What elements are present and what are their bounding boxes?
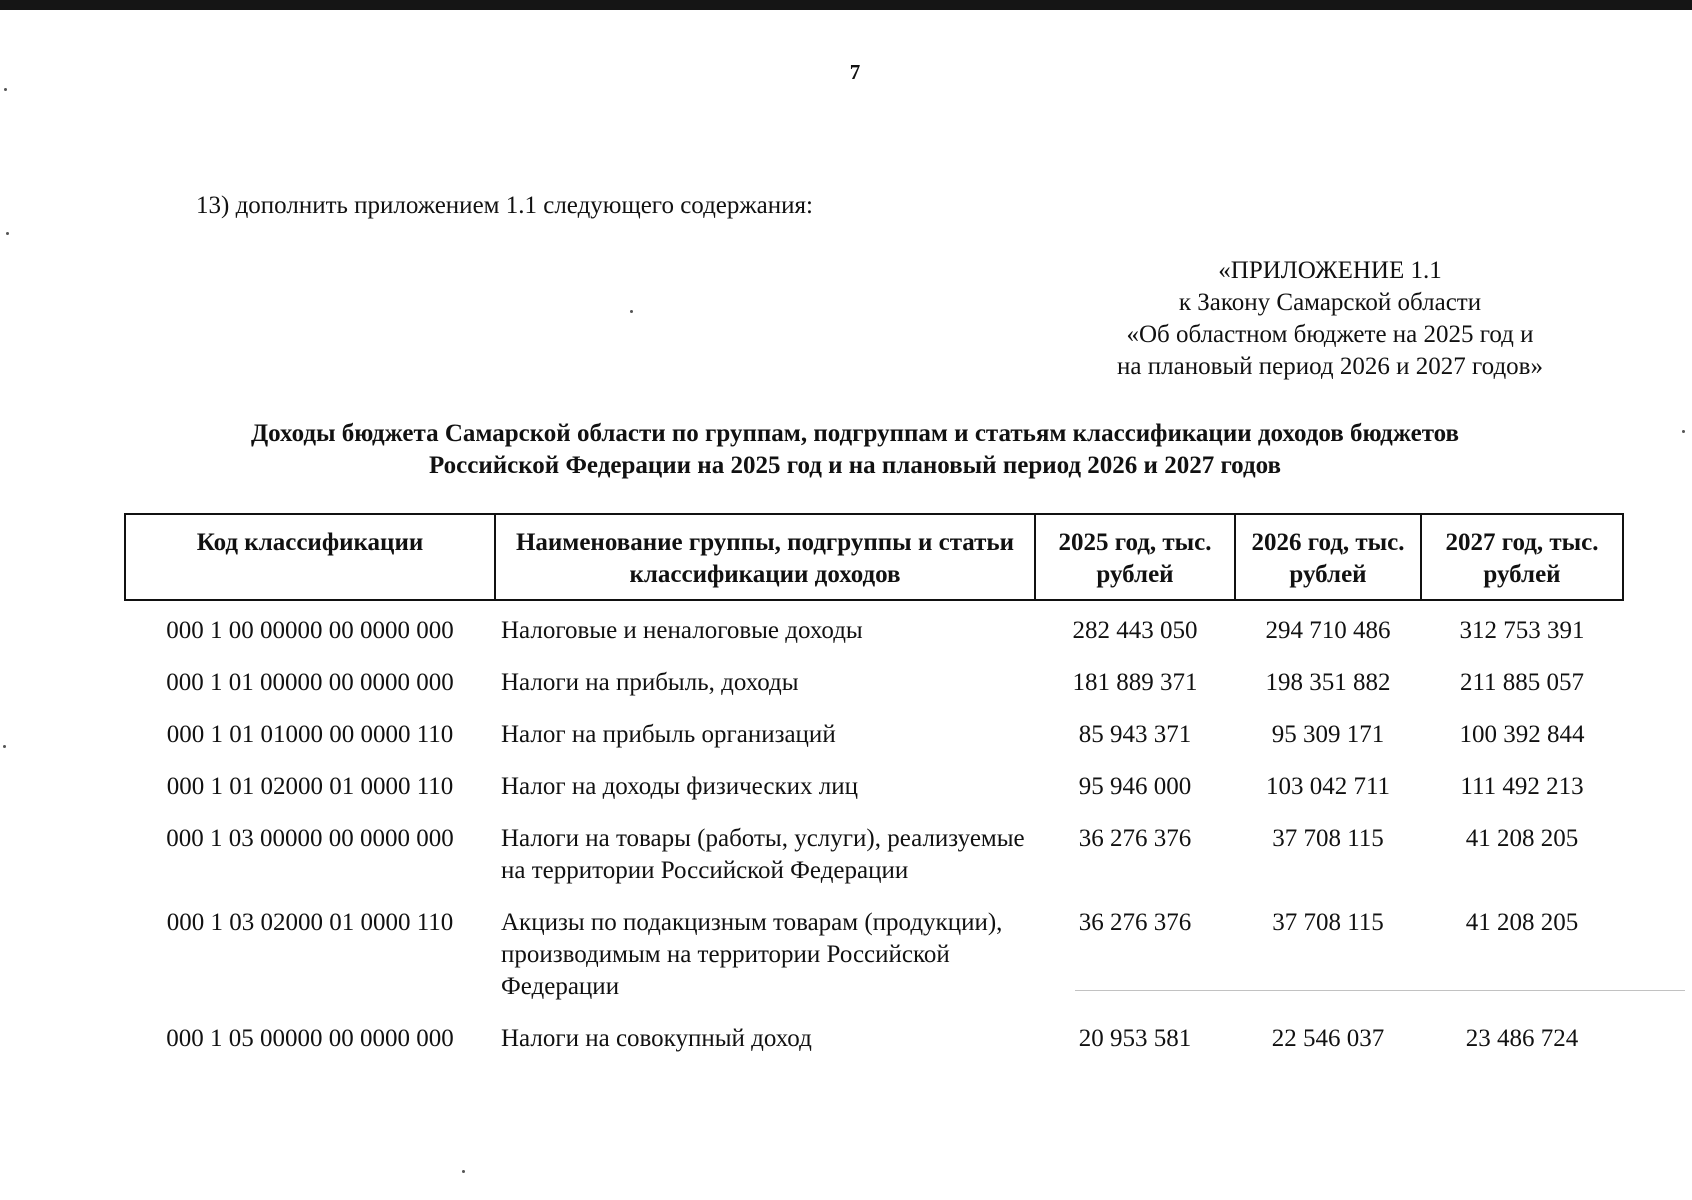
- header-code: Код классификации: [125, 514, 495, 600]
- header-name: Наименование группы, подгруппы и статьи классификации доходов: [495, 514, 1035, 600]
- cell-name: Налоги на прибыль, доходы: [501, 669, 799, 696]
- cell-2025: 36 276 376: [1078, 909, 1192, 936]
- appendix-header-line: к Закону Самарской области: [1178, 289, 1482, 316]
- scan-artifact-speck: [6, 232, 9, 235]
- cell-code: 000 1 03 00000 00 0000 000: [166, 825, 454, 852]
- cell-code: 000 1 03 02000 01 0000 110: [166, 909, 454, 936]
- document-title-line: Российской Федерации на 2025 год и на плановый период 2026 и 2027 годов: [428, 452, 1281, 479]
- cell-2027: 111 492 213: [1460, 773, 1584, 800]
- cell-2027: 312 753 391: [1459, 617, 1585, 644]
- scan-artifact-speck: [462, 1170, 465, 1173]
- table-row: [125, 600, 1623, 656]
- cell-2026: 37 708 115: [1272, 825, 1384, 852]
- appendix-header-line: на плановый период 2026 и 2027 годов»: [1117, 353, 1543, 380]
- cell-2027: 100 392 844: [1459, 721, 1585, 748]
- cell-2026: 103 042 711: [1265, 773, 1391, 800]
- cell-code: 000 1 01 02000 01 0000 110: [166, 773, 454, 800]
- scan-artifact-speck: [630, 310, 633, 313]
- cell-2026: 37 708 115: [1272, 909, 1384, 936]
- table-row: [125, 760, 1623, 812]
- cell-code: 000 1 01 01000 00 0000 110: [166, 721, 454, 748]
- cell-2025: 95 946 000: [1078, 773, 1192, 800]
- cell-name: Налоги на совокупный доход: [501, 1025, 812, 1052]
- header-2027: 2027 год, тыс. рублей: [1421, 514, 1623, 600]
- table-row: [125, 812, 1623, 896]
- document-title-line: Доходы бюджета Самарской области по группам, подгруппам и статьям классификации доходов бюджетов: [250, 420, 1460, 447]
- header-2025: 2025 год, тыс. рублей: [1035, 514, 1235, 600]
- document-title: [120, 418, 1590, 482]
- income-table-header: [125, 514, 1623, 600]
- appendix-header-line: «Об областном бюджете на 2025 год и: [1126, 321, 1534, 348]
- cell-2025: 85 943 371: [1078, 721, 1192, 748]
- cell-code: 000 1 05 00000 00 0000 000: [166, 1025, 454, 1052]
- appendix-header: [1070, 255, 1590, 383]
- cell-2026: 294 710 486: [1265, 617, 1391, 644]
- cell-name: Налоги на товары (работы, услуги), реализуемые на территории Российской Федерации: [501, 825, 1025, 884]
- cell-2027: 211 885 057: [1459, 669, 1585, 696]
- cell-name: Налоговые и неналоговые доходы: [501, 617, 863, 644]
- cell-2027: 23 486 724: [1465, 1025, 1579, 1052]
- scan-artifact-speck: [3, 745, 6, 748]
- cell-2025: 282 443 050: [1072, 617, 1198, 644]
- income-table-body: [125, 600, 1623, 1064]
- cell-2027: 41 208 205: [1465, 825, 1579, 852]
- table-row: [125, 656, 1623, 708]
- cell-2026: 22 546 037: [1271, 1025, 1385, 1052]
- amendment-instruction: 13) дополнить приложением 1.1 следующего содержания:: [196, 192, 813, 219]
- header-2026: 2026 год, тыс. рублей: [1235, 514, 1421, 600]
- table-row: [125, 708, 1623, 760]
- cell-2025: 36 276 376: [1078, 825, 1192, 852]
- scan-artifact-line: [1075, 990, 1685, 991]
- income-table: [124, 513, 1624, 1064]
- table-row: [125, 896, 1623, 1012]
- scan-artifact-speck: [4, 88, 7, 91]
- header-row: [125, 514, 1623, 600]
- cell-2026: 198 351 882: [1265, 669, 1391, 696]
- cell-2025: 20 953 581: [1078, 1025, 1192, 1052]
- scan-artifact-speck: [1682, 430, 1685, 433]
- cell-2027: 41 208 205: [1465, 909, 1579, 936]
- page-number: 7: [849, 60, 861, 84]
- table-row: [125, 1012, 1623, 1064]
- cell-name: Акцизы по подакцизным товарам (продукции), производимым на территории Российской Федерации: [501, 909, 1003, 1000]
- scan-top-edge: [0, 0, 1692, 10]
- cell-code: 000 1 00 00000 00 0000 000: [166, 617, 454, 644]
- cell-2026: 95 309 171: [1271, 721, 1385, 748]
- appendix-header-line: «ПРИЛОЖЕНИЕ 1.1: [1218, 257, 1442, 284]
- cell-name: Налог на прибыль организаций: [501, 721, 836, 748]
- cell-2025: 181 889 371: [1072, 669, 1198, 696]
- cell-code: 000 1 01 00000 00 0000 000: [166, 669, 454, 696]
- cell-name: Налог на доходы физических лиц: [501, 773, 858, 800]
